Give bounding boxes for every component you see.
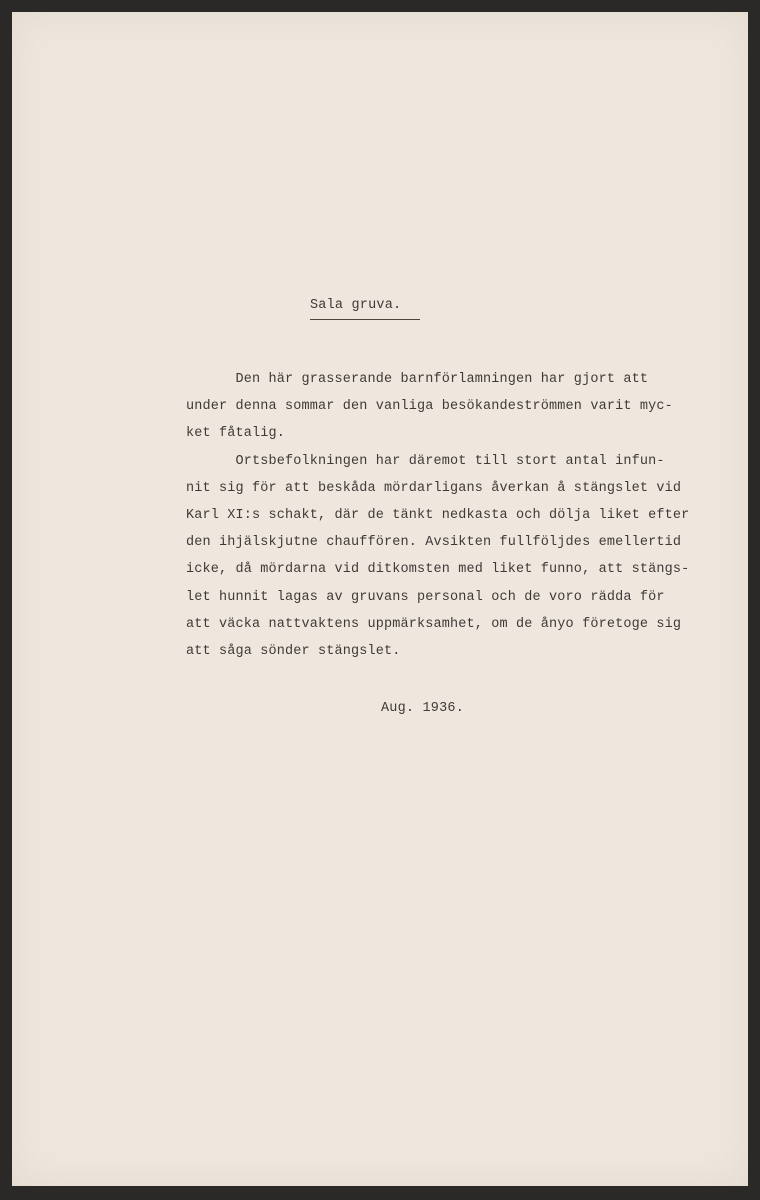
- body-text: [186, 366, 726, 665]
- document-date: Aug. 1936.: [381, 701, 465, 716]
- text-line: Ortsbefolkningen har däremot till stort antal infun-: [186, 453, 665, 469]
- text-line: nit sig för att beskåda mördarligans åverkan å stängslet vid: [186, 480, 682, 496]
- page-title: Sala gruva.: [310, 298, 402, 313]
- typewritten-page: [12, 12, 748, 1186]
- text-line: icke, då mördarna vid ditkomsten med liket funno, att stängs-: [186, 562, 690, 578]
- text-line: att såga sönder stängslet.: [186, 643, 401, 659]
- text-line: Karl XI:s schakt, där de tänkt nedkasta och dölja liket efter: [186, 507, 690, 523]
- paragraph-2: [186, 448, 726, 666]
- text-line: den ihjälskjutne chauffören. Avsikten fullföljdes emellertid: [186, 535, 682, 551]
- text-line: att väcka nattvaktens uppmärksamhet, om de ånyo företoge sig: [186, 616, 682, 632]
- text-line: Den här grasserande barnförlamningen har gjort att: [186, 372, 649, 387]
- text-line: ket fåtalig.: [186, 426, 286, 442]
- paragraph-1: [186, 366, 726, 448]
- text-line: let hunnit lagas av gruvans personal och de voro rädda för: [186, 589, 665, 605]
- title-underline: [310, 319, 420, 320]
- text-line: under denna sommar den vanliga besökandeströmmen varit myc-: [186, 399, 673, 415]
